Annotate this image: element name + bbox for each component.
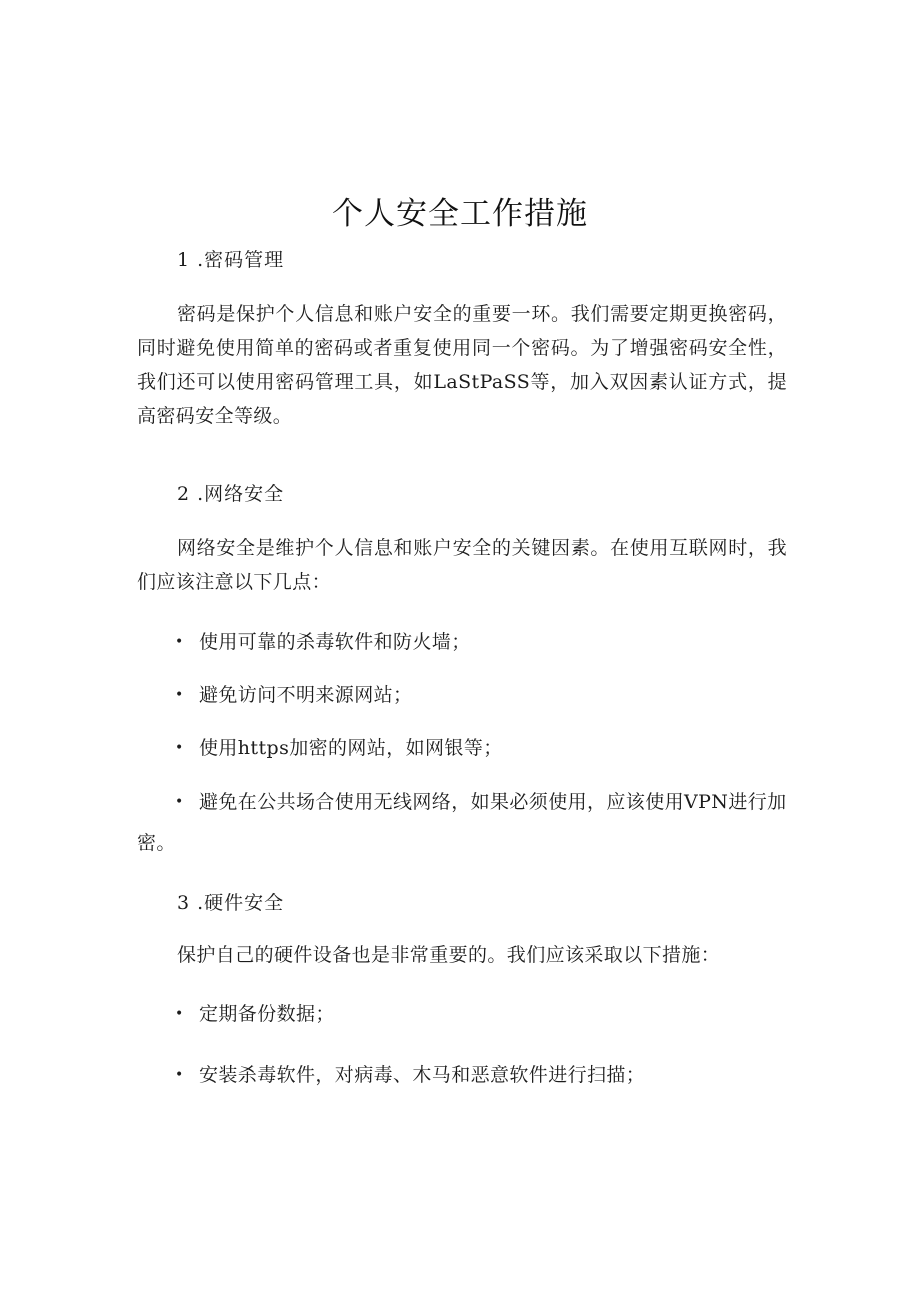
list-item bbox=[175, 1061, 645, 1089]
list-item bbox=[175, 1000, 335, 1028]
list-item-text: 避免在公共场合使用无线网络，如果必须使用，应该使用VPN进行加密。 bbox=[137, 791, 787, 854]
bullet-marker: • bbox=[175, 687, 184, 703]
section-heading-network: 2 .网络安全 bbox=[177, 483, 285, 505]
section-paragraph-hardware: 保护自己的硬件设备也是非常重要的。我们应该采取以下措施： bbox=[177, 944, 721, 966]
section-paragraph-network: 网络安全是维护个人信息和账户安全的关键因素。在使用互联网时，我们应该注意以下几点： bbox=[137, 537, 787, 593]
list-item bbox=[175, 681, 412, 709]
list-item bbox=[137, 782, 787, 864]
bullet-marker: • bbox=[175, 740, 184, 756]
section-heading-hardware: 3 .硬件安全 bbox=[177, 892, 285, 914]
bullet-marker: • bbox=[175, 1006, 184, 1022]
section-heading-password: 1 .密码管理 bbox=[177, 249, 285, 271]
section-paragraph-password: 密码是保护个人信息和账户安全的重要一环。我们需要定期更换密码，同时避免使用简单的密码或者重复使用同一个密码。为了增强密码安全性，我们还可以使用密码管理工具，如LaStPaSS等，加入双因素认证方式，提高密码安全等级。 bbox=[137, 303, 787, 427]
bullet-marker: • bbox=[175, 1067, 184, 1083]
list-item-text: 使用可靠的杀毒软件和防火墙； bbox=[199, 631, 471, 653]
list-item-text: 定期备份数据； bbox=[199, 1003, 335, 1025]
list-item bbox=[175, 734, 503, 762]
bullet-marker: • bbox=[175, 794, 184, 810]
bullet-marker: • bbox=[175, 634, 184, 650]
list-item-text: 安装杀毒软件，对病毒、木马和恶意软件进行扫描； bbox=[199, 1064, 646, 1086]
list-item-text: 避免访问不明来源网站； bbox=[199, 684, 413, 706]
page-title: 个人安全工作措施 bbox=[332, 196, 588, 232]
list-item-text: 使用https加密的网站，如网银等； bbox=[199, 737, 503, 759]
list-item bbox=[175, 628, 471, 656]
